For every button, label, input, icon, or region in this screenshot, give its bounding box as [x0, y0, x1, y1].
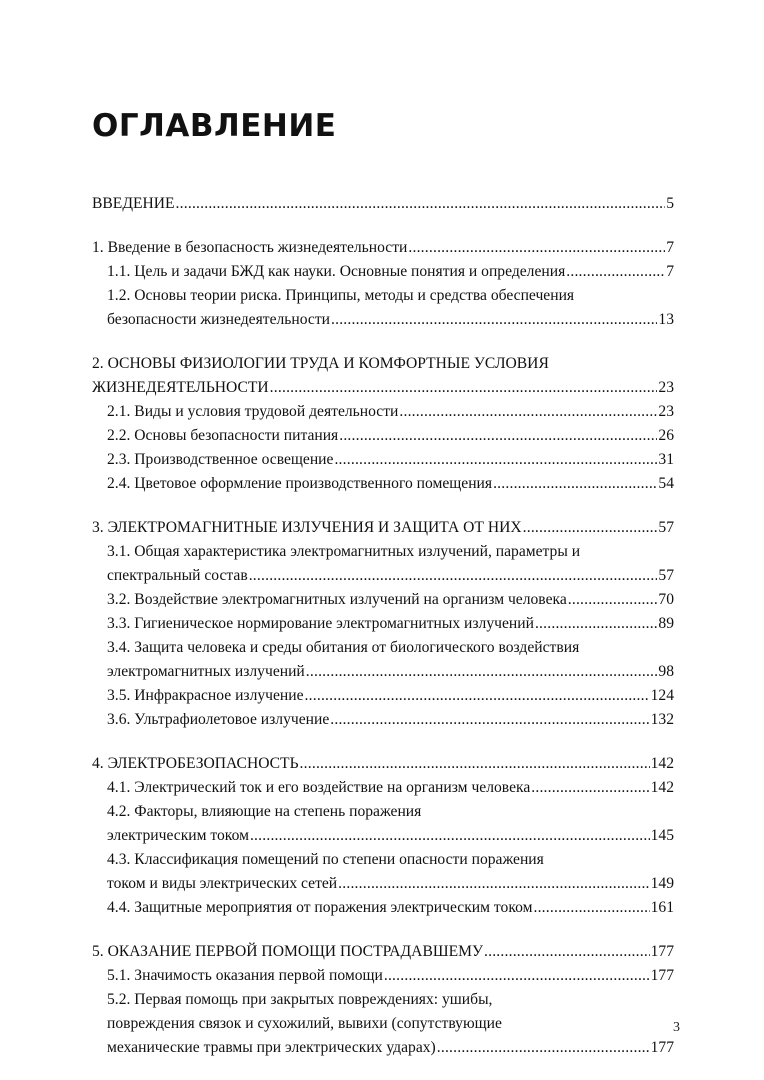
dot-leader — [250, 824, 650, 848]
toc-entry-page: 54 — [658, 475, 674, 492]
toc-subentry-line[interactable] — [92, 540, 674, 564]
toc-entry-text: 3.5. Инфракрасное излучение — [107, 687, 304, 704]
toc-subentry-line[interactable] — [92, 636, 674, 660]
toc-section-1 — [92, 236, 674, 332]
page-number: 3 — [673, 1020, 680, 1035]
dot-leader — [300, 752, 650, 776]
toc-entry-text: 2. ОСНОВЫ ФИЗИОЛОГИИ ТРУДА И КОМФОРТНЫЕ УСЛОВИЯ — [92, 355, 549, 372]
toc-entry-page: 124 — [650, 687, 674, 704]
toc-section-4 — [92, 752, 674, 920]
toc-subentry-line[interactable] — [92, 424, 674, 448]
table-of-contents — [92, 192, 674, 1060]
dot-leader — [176, 192, 666, 216]
toc-entry-text: 3.3. Гигиеническое нормирование электромагнитных излучений — [107, 615, 534, 632]
toc-entry-page: 177 — [650, 1039, 674, 1056]
dot-leader — [331, 308, 657, 332]
toc-entry-page: 31 — [658, 451, 674, 468]
toc-entry-page: 142 — [650, 779, 674, 796]
toc-entry-line[interactable] — [92, 516, 674, 540]
toc-entry-text: 3.2. Воздействие электромагнитных излучений на организм человека — [107, 591, 567, 608]
toc-entry-page: 7 — [666, 239, 674, 256]
toc-subentry-line[interactable] — [92, 988, 674, 1012]
toc-subentry-line[interactable] — [92, 284, 674, 308]
toc-entry-page: 70 — [658, 591, 674, 608]
toc-entry-line[interactable] — [92, 236, 674, 260]
toc-subentry-line[interactable] — [92, 660, 674, 684]
toc-entry-page: 57 — [658, 567, 674, 584]
toc-subentry-line[interactable] — [92, 800, 674, 824]
toc-subentry-line[interactable] — [92, 308, 674, 332]
dot-leader — [305, 684, 650, 708]
toc-entry-page: 98 — [658, 663, 674, 680]
toc-entry-page: 161 — [650, 899, 674, 916]
dot-leader — [566, 260, 665, 284]
toc-subentry-line[interactable] — [92, 684, 674, 708]
toc-subentry-line[interactable] — [92, 848, 674, 872]
section-gap — [92, 216, 674, 236]
section-gap — [92, 496, 674, 516]
toc-entry-text: 3. ЭЛЕКТРОМАГНИТНЫЕ ИЗЛУЧЕНИЯ И ЗАЩИТА ОТ НИХ — [92, 519, 522, 536]
dot-leader — [523, 516, 658, 540]
toc-entry-text: безопасности жизнедеятельности — [107, 311, 331, 328]
toc-entry-text: 5.1. Значимость оказания первой помощи — [107, 967, 383, 984]
toc-subentry-line[interactable] — [92, 776, 674, 800]
toc-entry-introduction[interactable] — [92, 192, 674, 216]
dot-leader — [533, 896, 649, 920]
section-gap — [92, 920, 674, 940]
toc-entry-text: повреждения связок и сухожилий, вывихи (сопутствующие — [107, 1015, 502, 1032]
dot-leader — [334, 448, 657, 472]
dot-leader — [249, 564, 658, 588]
toc-section-3 — [92, 516, 674, 732]
toc-entry-text: 2.4. Цветовое оформление производственного помещения — [107, 475, 493, 492]
toc-entry-text: 3.4. Защита человека и среды обитания от биологического воздействия — [107, 639, 580, 656]
toc-subentry-line[interactable] — [92, 612, 674, 636]
toc-entry-text: электрическим током — [107, 827, 249, 844]
dot-leader — [531, 776, 649, 800]
toc-subentry-line[interactable] — [92, 872, 674, 896]
toc-entry-text: 1.1. Цель и задачи БЖД как науки. Основные понятия и определения — [107, 263, 566, 280]
toc-entry-text: 4.2. Факторы, влияющие на степень поражения — [107, 803, 422, 820]
dot-leader — [306, 660, 658, 684]
toc-entry-text: 4.4. Защитные мероприятия от поражения электрическим током — [107, 899, 533, 916]
toc-entry-page: 23 — [658, 379, 674, 396]
toc-entry-page: 142 — [650, 755, 674, 772]
toc-entry-text: 5.2. Первая помощь при закрытых повреждениях: ушибы, — [107, 991, 493, 1008]
toc-entry-text: спектральный состав — [107, 567, 248, 584]
toc-entry-text: током и виды электрических сетей — [107, 875, 338, 892]
dot-leader — [270, 376, 658, 400]
page-title: ОГЛАВЛЕНИЕ — [92, 108, 337, 144]
toc-section-5 — [92, 940, 674, 1060]
toc-entry-page: 57 — [658, 519, 674, 536]
dot-leader — [339, 424, 657, 448]
toc-subentry-line[interactable] — [92, 1036, 674, 1060]
toc-entry-text: механические травмы при электрических ударах) — [107, 1039, 436, 1056]
toc-entry-page: 23 — [658, 403, 674, 420]
toc-subentry-line[interactable] — [92, 964, 674, 988]
toc-entry-text: ЖИЗНЕДЕЯТЕЛЬНОСТИ — [92, 379, 269, 396]
toc-subentry-line[interactable] — [92, 588, 674, 612]
dot-leader — [399, 400, 657, 424]
toc-entry-line[interactable] — [92, 752, 674, 776]
toc-subentry-line[interactable] — [92, 564, 674, 588]
toc-subentry-line[interactable] — [92, 824, 674, 848]
dot-leader — [493, 472, 657, 496]
toc-section-2 — [92, 352, 674, 496]
toc-entry-page: 132 — [650, 711, 674, 728]
toc-subentry-line[interactable] — [92, 708, 674, 732]
toc-entry-text: 3.1. Общая характеристика электромагнитных излучений, параметры и — [107, 543, 581, 560]
toc-entry-text: 2.3. Производственное освещение — [107, 451, 334, 468]
toc-entry-page: 177 — [650, 967, 674, 984]
toc-entry-page: 89 — [658, 615, 674, 632]
dot-leader — [338, 872, 649, 896]
toc-entry-page: 149 — [650, 875, 674, 892]
toc-subentry-line[interactable] — [92, 1012, 674, 1036]
toc-entry-text: 1.2. Основы теории риска. Принципы, методы и средства обеспечения — [107, 287, 575, 304]
dot-leader — [484, 940, 650, 964]
toc-entry-text: электромагнитных излучений — [107, 663, 305, 680]
toc-entry-page: 145 — [650, 827, 674, 844]
toc-subentry-line[interactable] — [92, 896, 674, 920]
section-gap — [92, 332, 674, 352]
toc-subentry-line[interactable] — [92, 472, 674, 496]
section-gap — [92, 732, 674, 752]
toc-subentry-line[interactable] — [92, 260, 674, 284]
toc-entry-text: 4. ЭЛЕКТРОБЕЗОПАСНОСТЬ — [92, 755, 299, 772]
dot-leader — [437, 1036, 650, 1060]
toc-entry-text: 2.1. Виды и условия трудовой деятельности — [107, 403, 399, 420]
dot-leader — [330, 708, 649, 732]
toc-entry-line[interactable] — [92, 940, 674, 964]
toc-entry-text: ВВЕДЕНИЕ — [92, 195, 175, 212]
toc-entry-text: 4.3. Классификация помещений по степени опасности поражения — [107, 851, 544, 868]
toc-entry-text: 2.2. Основы безопасности питания — [107, 427, 339, 444]
toc-entry-line[interactable] — [92, 352, 674, 376]
toc-entry-text: 4.1. Электрический ток и его воздействие на организм человека — [107, 779, 531, 796]
dot-leader — [568, 588, 658, 612]
toc-entry-text: 5. ОКАЗАНИЕ ПЕРВОЙ ПОМОЩИ ПОСТРАДАВШЕМУ — [92, 943, 484, 960]
toc-entry-page: 7 — [666, 263, 674, 280]
toc-entry-page: 26 — [658, 427, 674, 444]
toc-entry-text: 3.6. Ультрафиолетовое излучение — [107, 711, 330, 728]
dot-leader — [384, 964, 650, 988]
toc-entry-text: 1. Введение в безопасность жизнедеятельности — [92, 239, 408, 256]
toc-entry-page: 13 — [658, 311, 674, 328]
toc-subentry-line[interactable] — [92, 448, 674, 472]
toc-subentry-line[interactable] — [92, 400, 674, 424]
dot-leader — [408, 236, 665, 260]
toc-entry-page: 5 — [666, 195, 674, 212]
toc-entry-line[interactable] — [92, 376, 674, 400]
toc-entry-page: 177 — [650, 943, 674, 960]
dot-leader — [535, 612, 657, 636]
